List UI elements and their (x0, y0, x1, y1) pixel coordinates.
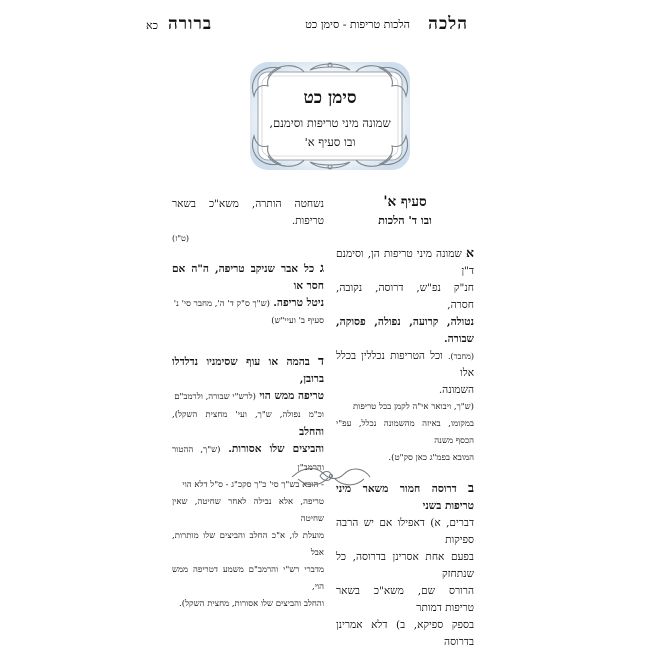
para-a-line-2: חנ"ק נפ"ש, דרוסה, נקובה, חסרה, (336, 282, 474, 311)
halacha-letter-g: ג (319, 260, 324, 275)
para-d-line-7: מועלת לו, א"כ החלב והביצים שלו מותרות, אבל (172, 531, 324, 558)
header-brand-right: הלכה (428, 14, 468, 34)
halacha-letter-b: ב (467, 480, 474, 495)
para-d-line-8: מדברי רש"י והרמב"ם משמע דטריפה ממש הוי, (172, 565, 324, 592)
para-d-line-4-source: (ש"ך, ההטור והרמב"ן (172, 445, 324, 473)
title-frame (244, 56, 416, 176)
para-a-line-4: וכל הטריפות נכללין בכלל אלו (336, 350, 474, 379)
flourish-ornament-icon (290, 462, 372, 492)
halacha-paragraph-b (336, 479, 474, 651)
halacha-letter-a: א (465, 245, 474, 260)
para-a-note-2: במקומו, באיזה מהשמונה נכלל, עפ"י הכסף משנה (336, 419, 474, 446)
halacha-paragraph-a (336, 244, 474, 467)
continuation-paragraph (172, 196, 324, 247)
para-b-line-3: בפעם אחת אסרינן בדרוסה, כל שנתחזק (336, 551, 474, 580)
cont-source: (ט"ז) (172, 234, 189, 243)
para-g-note-1: (ש"ך ס"ק ד' ה', מחבר סי' נ' (173, 299, 270, 309)
para-a-note-1: (ש"ך, ויבואר אי"ה לקמן בכל טריפות (352, 402, 474, 412)
para-d-line-6: טריפה, אלא נבילה לאחר שחיטה, שאין שחיטה (172, 497, 324, 524)
halacha-letter-d: ד (317, 353, 324, 368)
header-running-title: הלכות טריפות - סימן כט (305, 18, 410, 31)
running-header (146, 14, 468, 40)
halacha-paragraph-g (172, 259, 324, 330)
para-d-line-5: - הובא בש"ך סי' כ"ך סקכ"ג - ס"ל דלא הוי (182, 480, 324, 490)
siman-subtitle-1: שמונה מיני טריפות וסימנם, (269, 116, 391, 130)
cont-line-1: נשחטה הותרה, משא"כ בשאר טריפות. (172, 198, 324, 227)
para-a-source-1: (מחבר). (447, 352, 474, 361)
header-brand-left: ברורה (168, 14, 213, 34)
para-d-line-3-tail: והחלב (299, 426, 324, 438)
left-column (172, 196, 324, 625)
para-d-line-1: בהמה או עוף שסימניו נדלדלו ברובן, (172, 356, 324, 385)
para-b-line-1: דרוסה חמור משאר מיני טריפות בשני (336, 483, 474, 512)
seif-subheading: ובו ד' הלכות (378, 214, 432, 227)
para-a-line-5: השמונה. (438, 384, 474, 396)
para-b-line-4: הרורס שם, משא"כ בשאר טריפות דמותר (336, 585, 474, 614)
right-column (336, 192, 474, 663)
siman-subtitle-2: ובו סעיף א' (304, 135, 356, 149)
para-g-note-2: סעיף ב' ועיי"ש) (271, 316, 324, 326)
para-a-line-1: שמונה מיני טריפות הן, וסימנם ד"ן (336, 248, 474, 277)
para-g-line-1: כל אבר שניקב טריפה, ה"ה אם חסר או (172, 263, 324, 292)
seif-heading: סעיף א' (383, 194, 427, 210)
para-d-line-3: וכ"מ נפולה, ש"ך, ועי' מחצית השקל), (172, 410, 324, 420)
para-d-line-9: והחלב והביצים שלו אסורות, מחצית השקל). (179, 599, 324, 609)
page-number: כא (146, 19, 158, 32)
para-b-line-5: בספק ספיקא, ב) דלא אמרינן בדרוסה (336, 619, 474, 648)
para-g-line-2: ניטל טריפה. (273, 297, 324, 309)
para-d-line-4: והביצים שלו אסורות. (228, 443, 324, 455)
siman-title: סימן כט (303, 88, 357, 108)
para-b-line-2: דברים, א) דאפילו אם יש הרבה ספיקות (336, 517, 474, 546)
para-d-line-2: טריפה ממש הוי (259, 390, 324, 402)
para-a-line-3: נטולה, קרועה, נפולה, פסוקה, שבורה. (336, 316, 474, 345)
para-d-line-2-source: (לרש"י שבורה, ולרמב"ם (174, 392, 256, 402)
para-a-note-3: המובא בפמ"ג כאן סק"ט). (388, 453, 474, 463)
